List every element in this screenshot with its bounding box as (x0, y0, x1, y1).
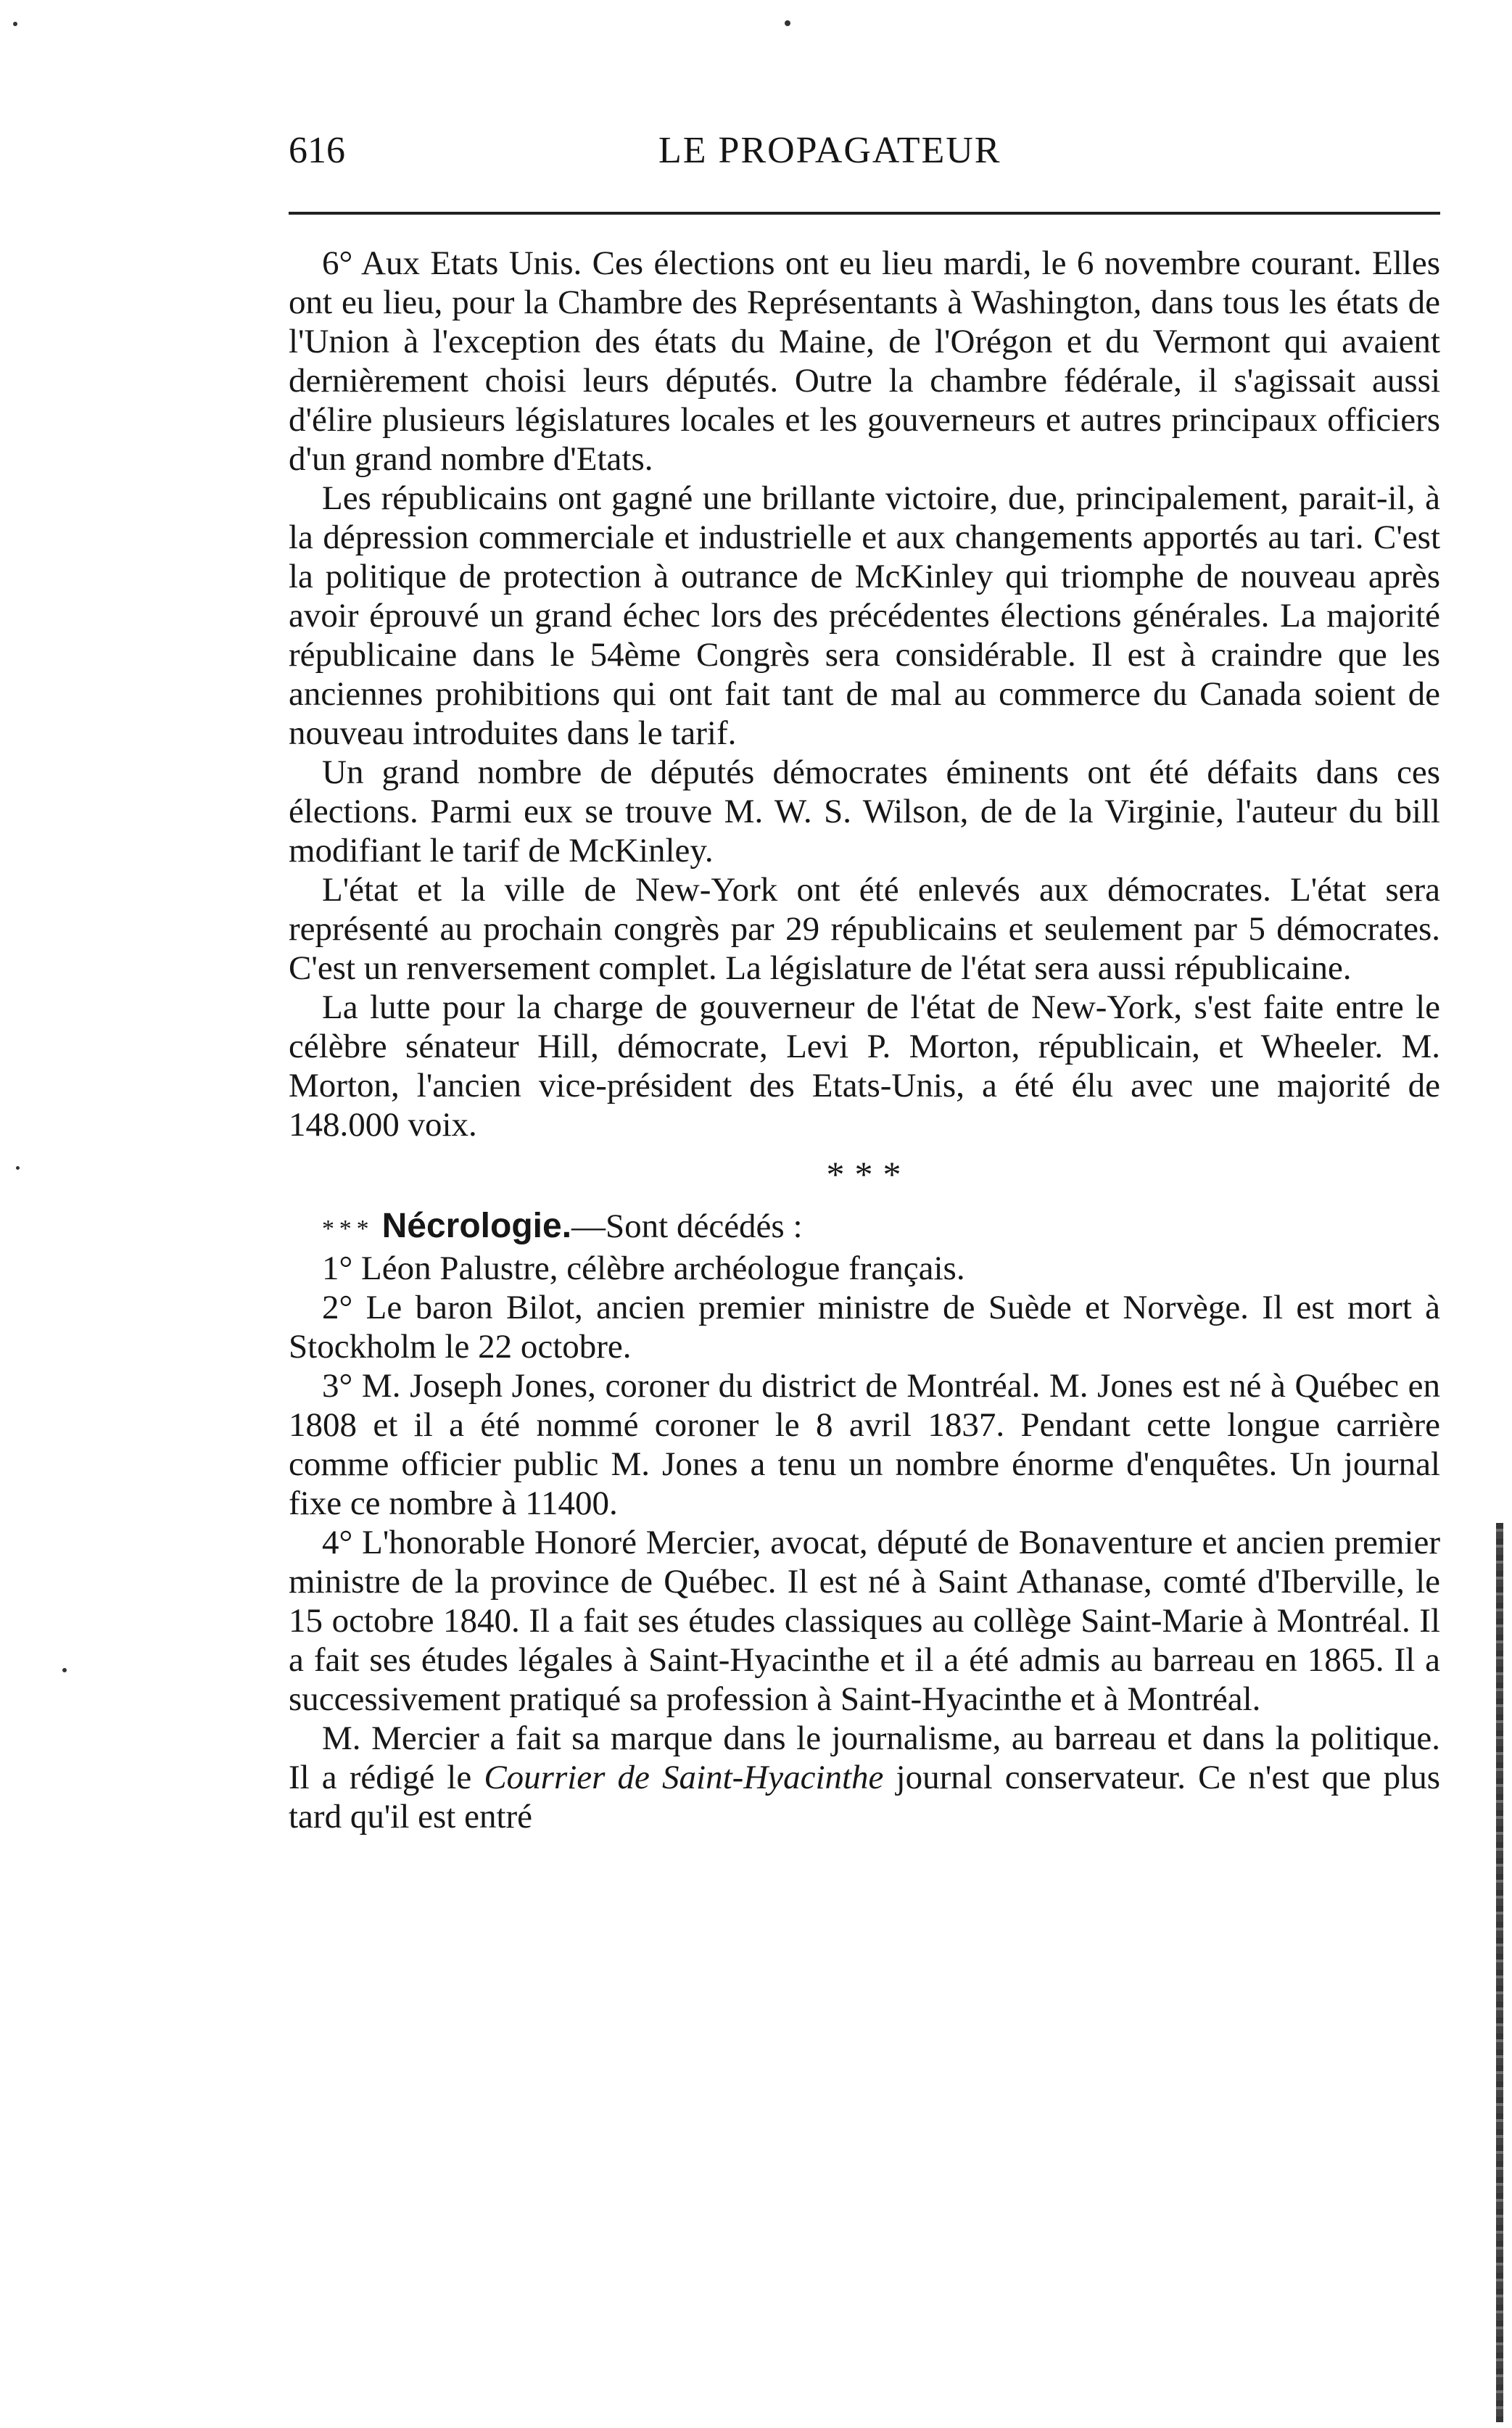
section-asterism: * * * (826, 1154, 903, 1194)
scan-edge-shadow (1496, 1523, 1503, 2422)
necrology-intro: —Sont décédés : (571, 1207, 803, 1245)
necrology-entry-3: 3° M. Joseph Jones, coroner du district de Montréal. M. Jones est né à Québec en 1808 et il a été nommé coroner le 8 avril 1837. Pendant cette longue carrière comme officier public M. Jones a tenu un nombre énorme d'enquêtes. Un journal fixe ce nombre à 11400. (289, 1367, 1440, 1523)
paragraph-elections-new-york: L'état et la ville de New-York ont été enlevés aux démocrates. L'état sera représenté au prochain congrès par 29 républicains et seulement par 5 démocrates. C'est un renversement complet. La législature de l'état sera aussi républicaine. (289, 871, 1440, 987)
necrology-title: Nécrologie. (381, 1207, 572, 1245)
header-rule (289, 212, 1440, 215)
necrology-entry-4: 4° L'honorable Honoré Mercier, avocat, député de Bonaventure et ancien premier ministre de la province de Québec. Il est né à Saint Athanase, comté d'Iberville, le 15 octobre 1840. Il a fait ses études classiques au collège Saint-Marie à Montréal. Il a fait ses études légales à Saint-Hyacinthe et il a été admis au barreau en 1865. Il a successivement pratiqué sa profession à Saint-Hyacinthe et à Montréal. (289, 1524, 1440, 1719)
necrology-entry-2: 2° Le baron Bilot, ancien premier ministre de Suède et Norvège. Il est mort à Stockholm le 22 octobre. (289, 1289, 1440, 1366)
paragraph-elections-governor: La lutte pour la charge de gouverneur de l'état de New-York, s'est faite entre le célèbre sénateur Hill, démocrate, Levi P. Morton, républicain, et Wheeler. M. Morton, l'ancien vice-président des Etats-Unis, a été élu avec une majorité de 148.000 voix. (289, 988, 1440, 1144)
article-body (289, 244, 1440, 1836)
paragraph-elections-defeats: Un grand nombre de députés démocrates éminents ont été défaits dans ces élections. Parmi eux se trouve M. W. S. Wilson, de de la Virginie, l'auteur du bill modifiant le tarif de McKinley. (289, 753, 1440, 870)
heading-asterism-mark: * * * (322, 1215, 369, 1243)
scan-speck (16, 1166, 20, 1170)
running-title: LE PROPAGATEUR (658, 130, 1001, 171)
newspaper-title: Courrier de Saint-Hyacinthe (484, 1759, 884, 1797)
mercier-text-before: M. Mercier a fait sa marque dans le journalisme, au barreau et dans la politique. Il a rédigé le (289, 1719, 1440, 1797)
scan-speck (785, 20, 790, 26)
paragraph-mercier-career (289, 1719, 1440, 1836)
paragraph-elections-victory: Les républicains ont gagné une brillante victoire, due, principalement, parait-il, à la dépression commerciale et industrielle et aux changements apportés au tari. C'est la politique de protection à outrance de McKinley qui triomphe de nouveau après avoir éprouvé un grand échec lors des précédentes élections générales. La majorité républicaine dans le 54ème Congrès sera considérable. Il est à craindre que les anciennes prohibitions qui ont fait tant de mal au commerce du Canada soient de nouveau introduites dans le tarif. (289, 479, 1440, 752)
scan-speck (62, 1668, 67, 1672)
page-header (289, 129, 1449, 187)
necrology-heading (289, 1207, 1440, 1249)
scan-speck (13, 22, 17, 26)
page-number: 616 (289, 130, 345, 171)
mercier-text-after: journal conservateur. Ce n'est que plus tard qu'il est entré (289, 1759, 1440, 1836)
necrology-entry-1: 1° Léon Palustre, célèbre archéologue français. (322, 1250, 965, 1288)
paragraph-elections-intro: 6° Aux Etats Unis. Ces élections ont eu lieu mardi, le 6 novembre courant. Elles ont eu lieu, pour la Chambre des Représentants à Washington, dans tous les états de l'Union à l'exception des états du Maine, de l'Orégon et du Vermont qui avaient dernièrement choisi leurs députés. Outre la chambre fédérale, il s'agissait aussi d'élire plusieurs législatures locales et les gouverneurs et autres principaux officiers d'un grand nombre d'Etats. (289, 244, 1440, 478)
